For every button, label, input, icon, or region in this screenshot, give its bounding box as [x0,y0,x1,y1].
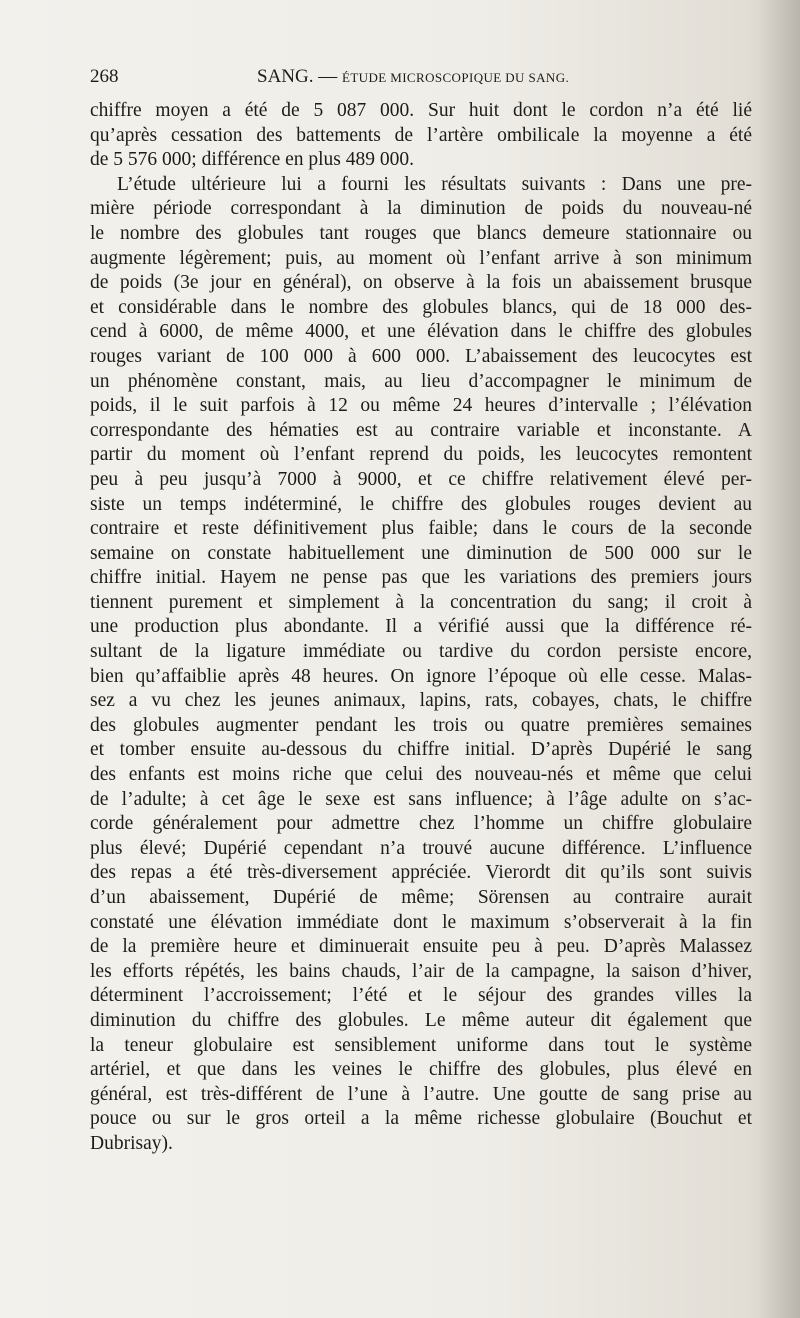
text-line: diminution du chiffre des globules. Le même auteur dit également que [90,1009,752,1031]
page-header [90,64,752,90]
text-line: sez a vu chez les jeunes animaux, lapins, rats, cobayes, chats, le chiffre [90,690,752,712]
text-line: Dubrisay). [90,1132,173,1154]
text-line: de 5 576 000; différence en plus 489 000. [90,149,415,171]
text-line: général, est très-différent de l’une à l’autre. Une goutte de sang prise au [90,1083,752,1105]
page-number: 268 [90,66,119,87]
text-line: chiffre moyen a été de 5 087 000. Sur huit dont le cordon n’a été lié [90,100,752,121]
text-line: pouce ou sur le gros orteil a la même richesse globulaire (Bouchut et [90,1108,752,1130]
paragraph [90,173,752,1157]
running-head-sub: ÉTUDE MICROSCOPIQUE DU SANG. [341,70,570,85]
text-line: des globules augmenter pendant les trois ou quatre premières semaines [90,714,752,736]
text-line: partir du moment où l’enfant reprend du poids, les leucocytes remontent [90,444,752,466]
text-line: de l’adulte; à cet âge le sexe est sans influence; à l’âge adulte on s’ac- [90,788,752,810]
text-line: sultant de la ligature immédiate ou tardive du cordon persiste encore, [90,641,752,663]
text-line: et considérable dans le nombre des globules blancs, qui de 18 000 des- [90,296,752,318]
text-line: des repas a été très-diversement appréciée. Vierordt dit qu’ils sont suivis [90,862,752,884]
text-line: de la première heure et diminuerait ensuite peu à peu. D’après Malassez [90,936,752,958]
text-line: mière période correspondant à la diminution de poids du nouveau-né [90,198,752,220]
text-line: L’étude ultérieure lui a fourni les résultats suivants : Dans une pre- [117,173,752,195]
text-line: correspondante des hématies est au contraire variable et inconstante. A [90,419,752,441]
text-line: corde généralement pour admettre chez l’homme un chiffre globulaire [90,813,752,835]
text-line: peu à peu jusqu’à 7000 à 9000, et ce chiffre relativement élevé per- [90,468,752,490]
text-line: d’un abaissement, Dupérié de même; Sörensen au contraire aurait [90,887,752,908]
text-line: une production plus abondante. Il a vérifié aussi que la différence ré- [90,616,752,638]
text-line: tiennent purement et simplement à la concentration du sang; il croit à [90,591,752,613]
text-line: un phénomène constant, mais, au lieu d’accompagner le minimum de [90,370,752,392]
text-line: poids, il le suit parfois à 12 ou même 24 heures d’intervalle ; l’élévation [90,395,752,417]
page-edge-shadow [758,0,800,1318]
text-line: plus élevé; Dupérié cependant n’a trouvé aucune différence. L’influence [90,837,752,859]
text-line: la teneur globulaire est sensiblement uniforme dans tout le système [90,1034,752,1056]
text-line: rouges variant de 100 000 à 600 000. L’abaissement des leucocytes est [90,345,752,367]
text-line: le nombre des globules tant rouges que blancs demeure stationnaire ou [90,222,752,244]
running-head [257,64,569,91]
text-line: de poids (3e jour en général), on observe à la fois un abaissement brusque [90,272,752,294]
text-line: siste un temps indéterminé, le chiffre des globules rouges devient au [90,493,752,515]
text-line: semaine on constate habituellement une diminution de 500 000 sur le [90,542,752,564]
paragraph [90,99,752,173]
body-text [90,99,752,1157]
running-head-main: SANG. — [257,66,338,87]
text-line: constaté une élévation immédiate dont le maximum s’observerait à la fin [90,911,752,933]
text-line: qu’après cessation des battements de l’artère ombilicale la moyenne a été [90,124,752,146]
text-line: bien qu’affaiblie après 48 heures. On ignore l’époque où elle cesse. Malas- [90,665,752,687]
text-line: déterminent l’accroissement; l’été et le séjour des grandes villes la [90,985,752,1007]
text-line: chiffre initial. Hayem ne pense pas que les variations des premiers jours [90,567,752,589]
text-line: les efforts répétés, les bains chauds, l’air de la campagne, la saison d’hiver, [90,960,752,982]
text-line: augmente légèrement; puis, au moment où l’enfant arrive à son minimum [90,247,752,269]
text-line: et tomber ensuite au-dessous du chiffre initial. D’après Dupérié le sang [90,739,752,761]
text-line: des enfants est moins riche que celui des nouveau-nés et même que celui [90,764,752,786]
text-line: cend à 6000, de même 4000, et une élévation dans le chiffre des globules [90,321,752,343]
text-line: contraire et reste définitivement plus faible; dans le cours de la seconde [90,518,752,540]
text-line: artériel, et que dans les veines le chiffre des globules, plus élevé en [90,1059,752,1081]
